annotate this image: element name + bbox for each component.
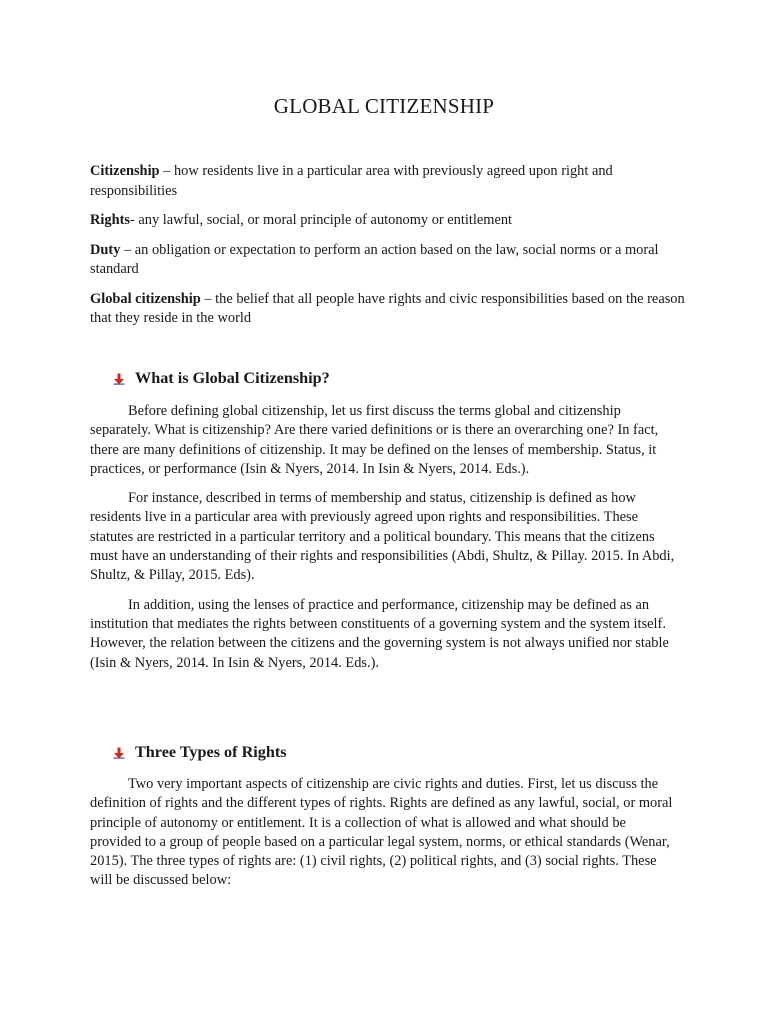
section-body-three-types-of-rights <box>90 775 680 901</box>
definitions-list <box>90 162 690 339</box>
definition-text: any lawful, social, or moral principle of autonomy or entitlement <box>138 212 513 228</box>
section-heading-three-types-of-rights <box>113 743 287 762</box>
paragraph: Before defining global citizenship, let us first discuss the terms global and citizenship separately. What is citizenship? Are there varied definitions or is there an overarching one? In fact, there are many definitions of citizenship. It may be defined on the lenses of membership. Status, it practices, or performance (Isin & Nyers, 2014. In Isin & Nyers, 2014. Eds.). <box>90 403 659 477</box>
definition-term: Global citizenship <box>90 290 201 307</box>
definition-separator: – <box>200 290 216 307</box>
section-heading-text: Three Types of Rights <box>135 743 287 761</box>
definition-text: how residents live in a particular area with previously agreed upon right and responsibilities <box>90 163 613 199</box>
definition-global-citizenship <box>90 290 690 329</box>
section-body-what-is-global-citizenship <box>90 402 680 683</box>
definition-duty <box>90 241 690 280</box>
definition-rights <box>90 211 690 231</box>
arrow-bullet-icon <box>113 747 125 759</box>
paragraph: For instance, described in terms of membership and status, citizenship is defined as how residents live in a particular area with previously agreed upon rights and responsibilities. These statutes are restricted in a particular territory and a political boundary. This means that the citizens must have an understanding of their rights and responsibilities (Abdi, Shultz, & Pillay. 2015. In Abdi, Shultz, & Pillay, 2015. Eds). <box>90 490 675 584</box>
document-title: GLOBAL CITIZENSHIP <box>273 94 495 118</box>
definition-text: an obligation or expectation to perform an action based on the law, social norms or a moral standard <box>90 241 659 277</box>
definition-separator: – <box>120 241 135 258</box>
definition-separator: - <box>129 212 139 228</box>
section-heading-text: What is Global Citizenship? <box>135 369 330 387</box>
paragraph: Two very important aspects of citizenship are civic rights and duties. First, let us discuss the definition of rights and the different types of rights. Rights are defined as any lawful, social, or moral principle of autonomy or entitlement. It is a collection of what is allowed and what should be provided to a group of people based on a particular legal system, norms, or ethical standards (Wenar, 2015). The three types of rights are: (1) civil rights, (2) political rights, and (3) social rights. These will be discussed below: <box>90 776 673 889</box>
definition-term: Citizenship <box>90 163 160 179</box>
definition-term: Rights <box>90 212 130 228</box>
section-heading-what-is-global-citizenship <box>113 369 330 388</box>
arrow-bullet-icon <box>113 373 125 385</box>
definition-term: Duty <box>90 241 121 258</box>
paragraph: In addition, using the lenses of practice and performance, citizenship may be defined as an institution that mediates the rights between constituents of a governing system and the system itself. However, the relation between the citizens and the governing system is not always unified nor stable (Isin & Nyers, 2014. In Isin & Nyers, 2014. Eds.). <box>90 596 669 671</box>
definition-citizenship <box>90 162 690 201</box>
definition-text: the belief that all people have rights and civic responsibilities based on the reason that they reside in the world <box>90 290 685 326</box>
definition-separator: – <box>159 163 174 179</box>
